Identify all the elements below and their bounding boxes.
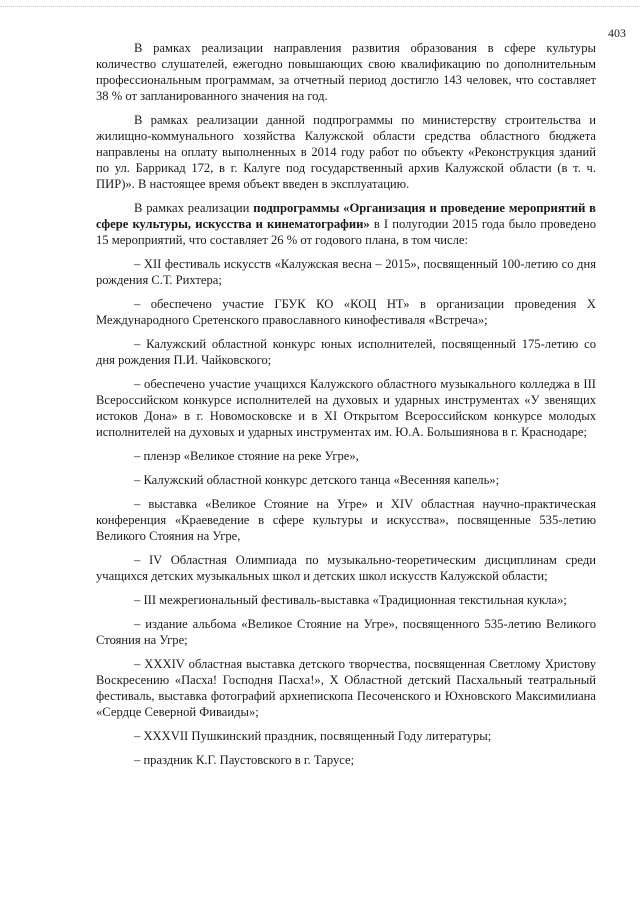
list-item: – издание альбома «Великое Стояние на Угре», посвященного 535-летию Великого Стояния на Угре; xyxy=(96,617,596,647)
list-item: – обеспечено участие ГБУК КО «КОЦ НТ» в организации проведения X Международного Сретенского православного кинофестиваля «Встреча»; xyxy=(96,297,596,327)
document-body xyxy=(96,40,596,776)
list-item: – III межрегиональный фестиваль-выставка «Традиционная текстильная кукла»; xyxy=(134,593,567,607)
list-item: – XXXVII Пушкинский праздник, посвященный Году литературы; xyxy=(134,729,492,743)
list-item: – XII фестиваль искусств «Калужская весна – 2015», посвященный 100-летию со дня рождения С.Т. Рихтера; xyxy=(96,257,596,287)
list-item: – Калужский областной конкурс детского танца «Весенняя капель»; xyxy=(134,473,500,487)
list-item: – праздник К.Г. Паустовского в г. Тарусе; xyxy=(134,753,355,767)
paragraph-construction: В рамках реализации данной подпрограммы по министерству строительства и жилищно-коммунального хозяйства Калужской области средства областного бюджета направлены на оплату выполненных в 2014 году работ по объекту «Реконструкция зданий по ул. Баррикад 172, в г. Калуге под государственный архив Калужской области (в т. ч. ПИР)». В настоящее время объект введен в эксплуатацию. xyxy=(96,113,596,191)
page-number: 403 xyxy=(608,26,626,40)
list-item: – IV Областная Олимпиада по музыкально-теоретическим дисциплинам среди учащихся детских музыкальных школ и детских школ искусств Калужской области; xyxy=(96,553,596,583)
paragraph-subprogram xyxy=(96,200,596,248)
list-item: – Калужский областной конкурс юных исполнителей, посвященный 175-летию со дня рождения П.И. Чайковского; xyxy=(96,337,596,367)
subprogram-title: подпрограммы «Организация и проведение мероприятий в сфере культуры, искусства и кинематографии» xyxy=(96,201,596,231)
paragraph-subprogram-pre: В рамках реализации xyxy=(134,201,254,215)
list-item: – обеспечено участие учащихся Калужского областного музыкального колледжа в III Всероссийском конкурсе исполнителей на духовых и ударных инструментах «У звенящих истоков Дона» в г. Новомосковске и в XI Открытом Всероссийском конкурсе молодых исполнителей на духовых и ударных инструментах им. Ю.А. Большиянова в г. Краснодаре; xyxy=(96,377,596,439)
list-item: – пленэр «Великое стояние на реке Угре», xyxy=(134,449,359,463)
scan-edge-noise xyxy=(0,6,640,10)
paragraph-subprogram-post: в I полугодии 2015 года было проведено 15 мероприятий, что составляет 26 % от годового плана, в том числе: xyxy=(96,217,596,247)
list-item: – выставка «Великое Стояние на Угре» и XIV областная научно-практическая конференция «Краеведение в сфере культуры и искусства», посвященные 535-летию Великого Стояния на Угре, xyxy=(96,497,596,543)
list-item: – XXXIV областная выставка детского творчества, посвященная Светлому Христову Воскресению «Пасха! Господня Пасха!», X Областной детский Пасхальный театральный фестиваль, выставка фотографий архиепископа Песоченского и Юхновского Максимилиана «Сердце Северной Фиваиды»; xyxy=(96,657,596,719)
paragraph-education: В рамках реализации направления развития образования в сфере культуры количество слушателей, ежегодно повышающих свою квалификацию по дополнительным профессиональным программам, за отчетный период достигло 143 человек, что составляет 38 % от запланированного значения на год. xyxy=(96,41,596,103)
